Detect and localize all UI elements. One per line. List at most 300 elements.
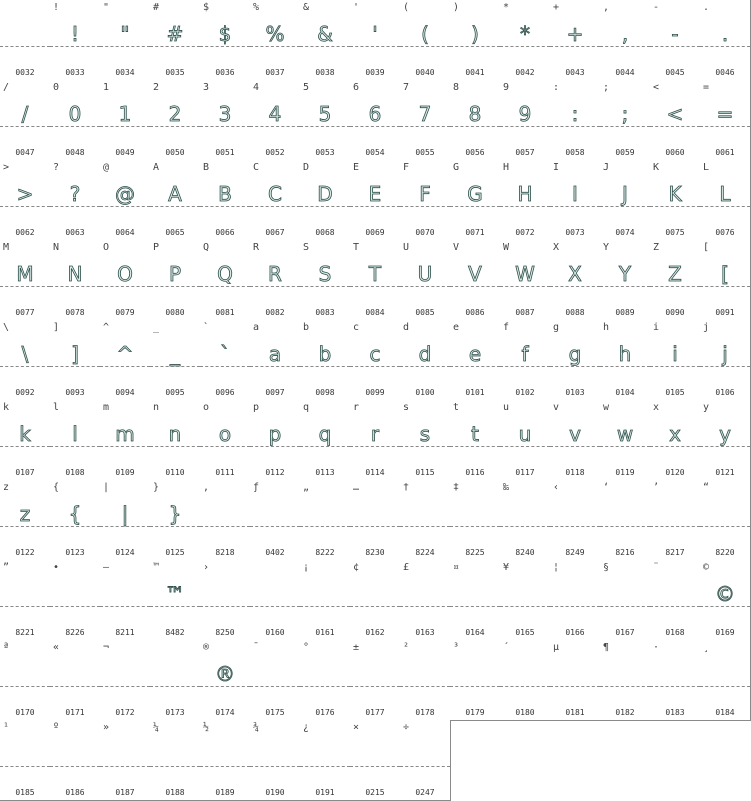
baseline-guide [0,766,50,767]
glyph-cell [450,640,501,721]
glyph-label: ¢ [353,562,360,573]
glyph-label: $ [203,2,210,13]
glyph-sample: d [418,342,432,366]
glyph-sample: > [16,182,34,206]
glyph-cell [650,400,701,481]
glyph-code: 0033 [65,68,85,77]
glyph-label: > [3,162,10,173]
glyph-code: 0116 [465,468,485,477]
glyph-label: [ [703,242,710,253]
baseline-guide [450,606,500,607]
glyph-cell [700,560,751,641]
baseline-guide [100,286,150,287]
glyph-label: d [403,322,410,333]
glyph-label: ½ [203,722,210,733]
glyph-cell [100,320,151,401]
glyph-code: 0118 [565,468,585,477]
glyph-code: 0098 [315,388,335,397]
glyph-code: 0112 [265,468,285,477]
glyph-label: o [203,402,210,413]
glyph-code: 0060 [665,148,685,157]
glyph-code: 0106 [715,388,735,397]
glyph-label: w [603,402,610,413]
glyph-code: 0189 [215,788,235,797]
baseline-guide [400,766,450,767]
glyph-code: 0082 [265,308,285,317]
glyph-code: 8221 [15,628,35,637]
glyph-code: 8482 [165,628,185,637]
glyph-sample: l [72,422,78,446]
baseline-guide [500,526,550,527]
glyph-label: © [703,562,710,573]
glyph-cell [150,480,201,561]
glyph-label: ± [353,642,360,653]
baseline-guide [550,286,600,287]
baseline-guide [500,686,550,687]
glyph-label: f [503,322,510,333]
glyph-label: … [353,482,360,493]
glyph-label: S [303,242,310,253]
glyph-cell [300,720,351,801]
glyph-label: q [303,402,310,413]
glyph-cell [200,480,251,561]
glyph-code: 0057 [515,148,535,157]
glyph-cell [0,400,51,481]
glyph-sample: O [117,262,133,286]
glyph-code: 0183 [665,708,685,717]
glyph-cell [600,480,651,561]
glyph-code: 0166 [565,628,585,637]
glyph-sample: s [419,422,431,446]
baseline-guide [600,126,650,127]
baseline-guide [450,526,500,527]
glyph-sample: { [68,502,82,526]
glyph-code: 0167 [615,628,635,637]
glyph-cell [400,400,451,481]
glyph-code: 0052 [265,148,285,157]
glyph-cell [650,160,701,241]
glyph-label: " [103,2,110,13]
glyph-code: 0168 [665,628,685,637]
glyph-code: 0049 [115,148,135,157]
glyph-code: 0173 [165,708,185,717]
glyph-sample: ( [421,22,429,46]
baseline-guide [50,606,100,607]
glyph-label: × [353,722,360,733]
glyph-label: n [153,402,160,413]
glyph-cell [700,0,751,81]
glyph-sample: * [520,22,530,46]
baseline-guide [300,606,350,607]
baseline-guide [250,46,300,47]
baseline-guide [700,526,750,527]
glyph-label: A [153,162,160,173]
baseline-guide [400,46,450,47]
baseline-guide [500,126,550,127]
glyph-label: ´ [503,642,510,653]
glyph-code: 8211 [115,628,135,637]
glyph-sample: P [168,262,182,286]
glyph-code: 0048 [65,148,85,157]
baseline-guide [550,206,600,207]
glyph-code: 0115 [415,468,435,477]
glyph-label: R [253,242,260,253]
glyph-code: 0215 [365,788,385,797]
baseline-guide [100,366,150,367]
glyph-label: c [353,322,360,333]
baseline-guide [250,206,300,207]
glyph-code: 0172 [115,708,135,717]
glyph-label: 7 [403,82,410,93]
glyph-code: 0055 [415,148,435,157]
glyph-label: Q [203,242,210,253]
glyph-sample: W [515,262,535,286]
glyph-cell [400,640,451,721]
glyph-label: 1 [103,82,110,93]
glyph-cell [250,160,301,241]
baseline-guide [450,286,500,287]
glyph-code: 0190 [265,788,285,797]
glyph-code: 0096 [215,388,235,397]
glyph-code: 0087 [515,308,535,317]
glyph-label: y [703,402,710,413]
glyph-code: 0100 [415,388,435,397]
glyph-cell [500,560,551,641]
glyph-sample: 7 [418,102,432,126]
glyph-sample: ; [621,102,629,126]
baseline-guide [300,526,350,527]
glyph-cell [600,640,651,721]
glyph-cell [300,400,351,481]
glyph-cell [700,640,751,721]
glyph-label: Z [653,242,660,253]
glyph-sample: & [317,22,333,46]
glyph-label: , [603,2,610,13]
glyph-code: 0062 [15,228,35,237]
glyph-code: 0053 [315,148,335,157]
baseline-guide [50,446,100,447]
glyph-code: 0120 [665,468,685,477]
baseline-guide [300,126,350,127]
glyph-code: 0088 [565,308,585,317]
glyph-code: 0247 [415,788,435,797]
baseline-guide [550,126,600,127]
glyph-label: W [503,242,510,253]
glyph-sample: . [721,22,729,46]
baseline-guide [500,46,550,47]
glyph-label: ] [53,322,60,333]
glyph-label: # [153,2,160,13]
glyph-code: 0184 [715,708,735,717]
glyph-code: 0099 [365,388,385,397]
baseline-guide [100,206,150,207]
baseline-guide [50,126,100,127]
baseline-guide [650,446,700,447]
baseline-guide [150,526,200,527]
glyph-cell [200,560,251,641]
glyph-label: H [503,162,510,173]
baseline-guide [550,526,600,527]
baseline-guide [100,766,150,767]
glyph-code: 8216 [615,548,635,557]
glyph-sample: 8 [468,102,482,126]
glyph-label: ; [603,82,610,93]
glyph-code: 0169 [715,628,735,637]
glyph-sample: t [471,422,479,446]
glyph-sample: ? [69,182,81,206]
glyph-code: 0091 [715,308,735,317]
glyph-label: U [403,242,410,253]
glyph-code: 0056 [465,148,485,157]
glyph-cell [500,320,551,401]
glyph-label: + [553,2,560,13]
glyph-code: 0188 [165,788,185,797]
baseline-guide [350,766,400,767]
glyph-cell [550,480,601,561]
glyph-cell [700,480,751,561]
baseline-guide [400,126,450,127]
glyph-sample: 3 [218,102,232,126]
glyph-sample: h [618,342,632,366]
glyph-label: C [253,162,260,173]
glyph-label: & [303,2,310,13]
glyph-cell [0,80,51,161]
baseline-guide [250,766,300,767]
glyph-cell [350,720,401,801]
baseline-guide [250,366,300,367]
glyph-label: % [253,2,260,13]
glyph-code: 0103 [565,388,585,397]
glyph-label: r [353,402,360,413]
glyph-code: 0069 [365,228,385,237]
glyph-code: 0107 [15,468,35,477]
glyph-code: 8249 [565,548,585,557]
baseline-guide [300,206,350,207]
glyph-cell [450,160,501,241]
glyph-code: 0122 [15,548,35,557]
glyph-cell [0,560,51,641]
glyph-code: 8230 [365,548,385,557]
glyph-cell [450,560,501,641]
glyph-label: ‚ [203,482,210,493]
glyph-cell [150,0,201,81]
glyph-cell [350,80,401,161]
glyph-sample: © [715,582,735,606]
glyph-code: 0083 [315,308,335,317]
glyph-cell [450,480,501,561]
glyph-cell [100,720,151,801]
glyph-cell [550,320,601,401]
glyph-label: . [703,2,710,13]
glyph-sample: $ [218,22,232,46]
glyph-cell [250,640,301,721]
glyph-cell [300,640,351,721]
baseline-guide [150,366,200,367]
glyph-cell [300,80,351,161]
glyph-code: 0077 [15,308,35,317]
glyph-sample: ® [215,662,235,686]
baseline-guide [50,286,100,287]
baseline-guide [0,286,50,287]
glyph-label: ` [203,322,210,333]
glyph-label: 3 [203,82,210,93]
glyph-label: = [703,82,710,93]
glyph-label: J [603,162,610,173]
glyph-code: 0078 [65,308,85,317]
glyph-cell [250,480,301,561]
glyph-code: 0054 [365,148,385,157]
glyph-label: ” [3,562,10,573]
baseline-guide [300,686,350,687]
glyph-cell [550,80,601,161]
glyph-code: 0161 [315,628,335,637]
glyph-label: ¬ [103,642,110,653]
glyph-code: 0059 [615,148,635,157]
glyph-sample: e [468,342,482,366]
glyph-sample: ^ [116,342,134,366]
baseline-guide [650,686,700,687]
glyph-label: t [453,402,460,413]
glyph-cell [600,160,651,241]
glyph-label: £ [403,562,410,573]
glyph-code: 0175 [265,708,285,717]
glyph-label: ¹ [3,722,10,733]
glyph-cell [50,160,101,241]
glyph-code: 0160 [265,628,285,637]
baseline-guide [350,366,400,367]
glyph-code: 0037 [265,68,285,77]
baseline-guide [200,446,250,447]
glyph-cell [400,320,451,401]
glyph-code: 0114 [365,468,385,477]
baseline-guide [150,446,200,447]
glyph-label: ^ [103,322,110,333]
baseline-guide [100,686,150,687]
glyph-sample: @ [115,182,135,206]
glyph-code: 0176 [315,708,335,717]
glyph-cell [0,240,51,321]
glyph-code: 0076 [715,228,735,237]
baseline-guide [700,366,750,367]
glyph-sample: R [268,262,282,286]
glyph-label: § [603,562,610,573]
glyph-label: \ [3,322,10,333]
glyph-code: 0095 [165,388,185,397]
glyph-cell [200,160,251,241]
glyph-cell [50,480,101,561]
baseline-guide [200,606,250,607]
glyph-cell [700,160,751,241]
glyph-code: 0047 [15,148,35,157]
glyph-sample: x [669,422,681,446]
glyph-cell [100,80,151,161]
baseline-guide [700,126,750,127]
baseline-guide [300,366,350,367]
glyph-label: 0 [53,82,60,93]
baseline-guide [150,46,200,47]
glyph-sample: U [417,262,433,286]
glyph-sample: w [616,422,634,446]
glyph-sample: 6 [368,102,382,126]
glyph-cell [100,640,151,721]
baseline-guide [550,366,600,367]
glyph-label: ( [403,2,410,13]
glyph-sample: K [668,182,682,206]
glyph-cell [500,640,551,721]
glyph-code: 0180 [515,708,535,717]
baseline-guide [350,446,400,447]
glyph-sample: B [218,182,232,206]
glyph-label: » [103,722,110,733]
glyph-cell [650,0,701,81]
glyph-sample: 0 [68,102,82,126]
glyph-code: 0044 [615,68,635,77]
glyph-label: ª [3,642,10,653]
glyph-cell [550,0,601,81]
glyph-code: 0061 [715,148,735,157]
baseline-guide [550,686,600,687]
glyph-label: G [453,162,460,173]
glyph-code: 0038 [315,68,335,77]
baseline-guide [600,366,650,367]
glyph-code: 0070 [415,228,435,237]
glyph-label: { [53,482,60,493]
glyph-code: 0090 [665,308,685,317]
glyph-label: ‹ [553,482,560,493]
glyph-label: } [153,482,160,493]
glyph-sample: | [121,502,129,526]
glyph-sample: < [666,102,684,126]
glyph-code: 8220 [715,548,735,557]
baseline-guide [300,766,350,767]
baseline-guide [50,766,100,767]
glyph-code: 8226 [65,628,85,637]
glyph-cell [100,240,151,321]
glyph-cell [100,560,151,641]
glyph-cell [200,240,251,321]
baseline-guide [450,206,500,207]
glyph-code: 0109 [115,468,135,477]
baseline-guide [50,526,100,527]
glyph-cell [200,320,251,401]
glyph-sample: C [268,182,282,206]
glyph-cell [300,320,351,401]
glyph-sample: ) [471,22,479,46]
glyph-cell [50,80,101,161]
glyph-cell [200,0,251,81]
baseline-guide [600,686,650,687]
glyph-cell [0,160,51,241]
glyph-cell [550,240,601,321]
baseline-guide [0,46,50,47]
glyph-cell [250,80,301,161]
glyph-cell [700,240,751,321]
glyph-label: N [53,242,60,253]
glyph-cell [50,0,101,81]
baseline-guide [400,606,450,607]
baseline-guide [450,686,500,687]
glyph-code: 0085 [415,308,435,317]
glyph-cell [650,240,701,321]
glyph-code: 0034 [115,68,135,77]
glyph-label: : [553,82,560,93]
glyph-code: 0119 [615,468,635,477]
glyph-label: µ [553,642,560,653]
glyph-code: 0125 [165,548,185,557]
baseline-guide [600,526,650,527]
glyph-cell [650,320,701,401]
glyph-code: 0092 [15,388,35,397]
